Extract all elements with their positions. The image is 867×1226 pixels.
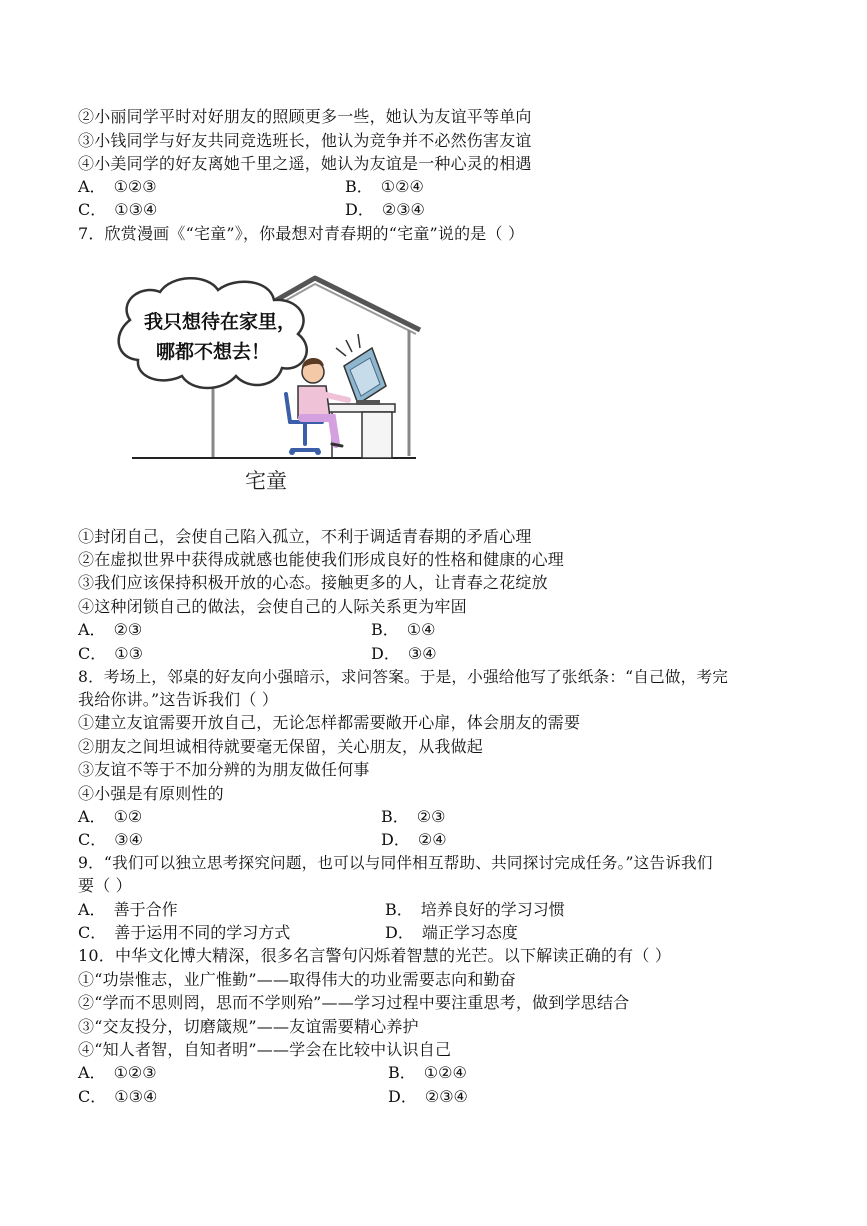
q7-option-b: B． ①④ <box>371 620 436 639</box>
q9-stem-line-2: 要（ ） <box>78 876 132 895</box>
q7-item-1: ①封闭自己，会使自己陷入孤立，不利于调适青春期的矛盾心理 <box>78 527 532 546</box>
q9-option-a: A． 善于合作 <box>78 900 178 919</box>
q7-item-4: ④这种闭锁自己的做法，会使自己的人际关系更为牢固 <box>78 597 467 616</box>
speech-bubble <box>119 278 307 388</box>
q7-item-2: ②在虚拟世界中获得成就感也能使我们形成良好的性格和健康的心理 <box>78 550 565 569</box>
q7-option-a: A． ②③ <box>78 620 143 639</box>
q7-item-3: ③我们应该保持积极开放的心态。接触更多的人，让青春之花绽放 <box>78 573 548 592</box>
q6-option-c: C． ①③④ <box>78 200 158 219</box>
q9-option-d: D． 端正学习态度 <box>385 923 518 942</box>
q10-item-3: ③“交友投分，切磨箴规”——友谊需要精心养护 <box>78 1017 419 1036</box>
q8-option-b: B． ②③ <box>381 807 446 826</box>
q8-stem-line-1: 8．考场上，邻桌的好友向小强暗示，求问答案。于是，小强给他写了张纸条：“自己做，考完 <box>78 668 729 686</box>
q8-option-d: D． ②④ <box>381 830 447 849</box>
q8-item-2: ②朋友之间坦诚相待就要毫无保留，关心朋友，从我做起 <box>78 737 484 756</box>
q10-item-4: ④“知人者智，自知者明”——学会在比较中认识自己 <box>78 1040 452 1059</box>
q8-stem-line-2: 我给你讲。”这告诉我们（ ） <box>78 690 279 709</box>
q9-stem-line-1: 9．“我们可以独立思考探究问题，也可以与同伴相互帮助、共同探讨完成任务。”这告诉我们 <box>78 854 713 872</box>
bubble-text-line-1: 我只想待在家里， <box>144 311 297 333</box>
q8-item-1: ①建立友谊需要开放自己，无论怎样都需要敞开心扉，体会朋友的需要 <box>78 713 581 732</box>
q8-option-c: C． ③④ <box>78 830 143 849</box>
q6-option-a: A． ①②③ <box>78 177 157 196</box>
q10-option-b: B． ①②④ <box>388 1063 467 1082</box>
q9-option-c: C． 善于运用不同的学习方式 <box>78 923 291 942</box>
q6-item-2: ②小丽同学平时对好朋友的照顾更多一些，她认为友谊平等单向 <box>78 107 532 126</box>
q6-item-3: ③小钱同学与好友共同竞选班长，他认为竞争并不必然伤害友谊 <box>78 131 532 150</box>
bubble-text-line-2: 哪都不想去！ <box>156 341 271 363</box>
q10-item-1: ①“功崇惟志，业广惟勤”——取得伟大的功业需要志向和勤奋 <box>78 970 516 989</box>
q8-item-3: ③友谊不等于不加分辨的为朋友做任何事 <box>78 760 370 779</box>
q6-option-b: B． ①②④ <box>345 177 424 196</box>
q10-option-a: A． ①②③ <box>78 1063 157 1082</box>
q7-option-d: D． ③④ <box>371 644 437 663</box>
q6-option-d: D． ②③④ <box>345 200 425 219</box>
q10-stem: 10．中华文化博大精深，很多名言警句闪烁着智慧的光芒。以下解读正确的有（ ） <box>78 946 672 965</box>
q9-option-b: B． 培养良好的学习习惯 <box>385 900 565 919</box>
house-cartoon-illustration <box>100 268 440 500</box>
q10-option-d: D． ②③④ <box>388 1087 468 1106</box>
q10-option-c: C． ①③④ <box>78 1087 158 1106</box>
q8-option-a: A． ①② <box>78 807 143 826</box>
cartoon-caption: 宅童 <box>245 469 287 493</box>
q7-stem: 7．欣赏漫画《“宅童”》，你最想对青春期的“宅童”说的是（ ） <box>78 224 525 243</box>
q6-item-4: ④小美同学的好友离她千里之遥，她认为友谊是一种心灵的相遇 <box>78 154 532 173</box>
q8-item-4: ④小强是有原则性的 <box>78 784 224 803</box>
q7-option-c: C． ①③ <box>78 644 143 663</box>
q10-item-2: ②“学而不思则罔，思而不学则殆”——学习过程中要注重思考，做到学思结合 <box>78 993 630 1012</box>
